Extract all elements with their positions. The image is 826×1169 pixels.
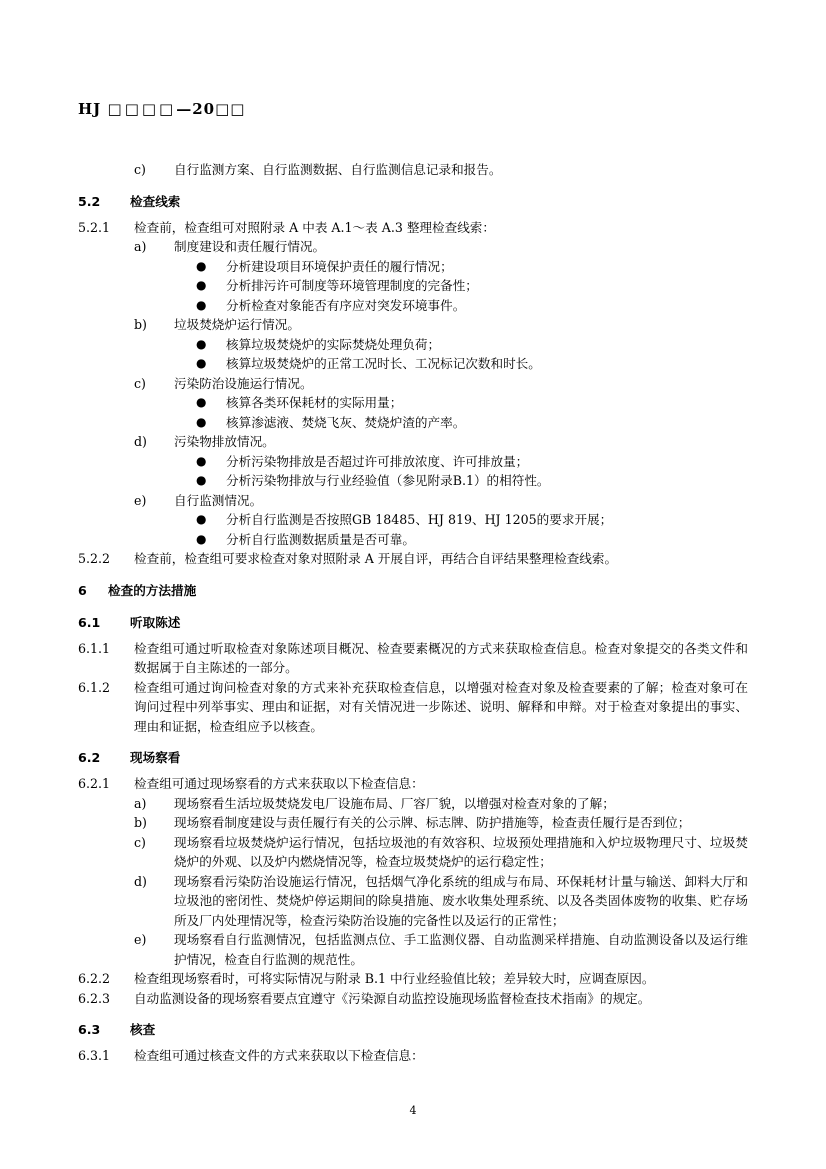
section-heading-5-2: [78, 192, 748, 212]
bullet-item: [196, 530, 748, 550]
bullet-item: [196, 276, 748, 296]
bullet-dot-icon: ●: [196, 512, 207, 526]
paragraph-label: 6.2.1: [78, 776, 111, 791]
section-heading-6-1: [78, 613, 748, 633]
list-item-text: 自行监测方案、自行监测数据、自行监测信息记录和报告。: [174, 162, 502, 177]
paragraph-text: 自动监测设备的现场察看要点宜遵守《污染源自动监控设施现场监督检查技术指南》的规定。: [134, 990, 651, 1006]
list-item-text: 污染防治设施运行情况。: [174, 375, 313, 391]
list-item-label: a): [134, 795, 147, 811]
paragraph-text: 检查组可通过核查文件的方式来获取以下检查信息：: [134, 1048, 424, 1063]
bullet-dot-icon: ●: [196, 453, 207, 468]
list-item-label: c): [134, 162, 146, 177]
list-item-text: 自行监测情况。: [174, 492, 263, 508]
paragraph-text: 检查前，检查组可对照附录 A 中表 A.1～表 A.3 整理检查线索：: [134, 219, 495, 235]
list-item-text: 垃圾焚烧炉运行情况。: [174, 317, 300, 332]
bullet-item: [196, 393, 748, 413]
bullet-item: [196, 257, 748, 277]
list-item-text: 现场察看制度建设与责任履行有关的公示牌、标志牌、防护措施等，检查责任履行是否到位；: [174, 815, 691, 830]
list-item-label: a): [134, 239, 147, 254]
bullet-item: [196, 354, 748, 374]
section-number: 6.1: [78, 614, 101, 630]
paragraph-6-2-2: [78, 969, 748, 989]
paragraph-6-3-1: [78, 1046, 748, 1066]
paragraph-label: 6.2.2: [78, 971, 111, 986]
list-item: [134, 872, 748, 931]
section-number: 5.2: [78, 193, 101, 209]
list-item: [134, 930, 748, 969]
list-item-text: 现场察看垃圾焚烧炉运行情况，包括垃圾池的有效容积、垃圾预处理措施和入炉垃圾物理尺寸、垃圾焚烧炉的外观、以及炉内燃烧情况等，检查垃圾焚烧炉的运行稳定性；: [174, 834, 748, 869]
paragraph-5-2-1: [78, 218, 748, 238]
list-item-label: c): [134, 834, 146, 850]
standard-prefix: HJ: [78, 100, 102, 118]
paragraph-6-1-1: [78, 639, 748, 678]
page-footer: [0, 1104, 826, 1117]
list-item-text: 现场察看污染防治设施运行情况，包括烟气净化系统的组成与布局、环保耗材计量与输送、卸料大厅和垃圾池的密闭性、焚烧炉停运期间的除臭措施、废水收集处理系统、以及各类固体废物的收集、贮存场所及厂内处理情况等，检查污染防治设施的完备性以及运行的正常性；: [174, 873, 748, 928]
bullet-text: 核算各类环保耗材的实际用量；: [226, 395, 403, 410]
section-number: 6.2: [78, 750, 101, 765]
list-item: [134, 160, 748, 180]
list-item: [134, 794, 748, 814]
page-number: 4: [409, 1104, 417, 1117]
list-item: [134, 374, 748, 394]
paragraph-label: 6.3.1: [78, 1048, 111, 1063]
bullet-dot-icon: ●: [196, 297, 207, 312]
paragraph-text: 检查组可通过现场察看的方式来获取以下检查信息：: [134, 776, 424, 791]
bullet-text: 核算渗滤液、焚烧飞灰、焚烧炉渣的产率。: [226, 414, 466, 430]
paragraph-6-2-1: [78, 774, 748, 794]
section-heading-6: [78, 581, 748, 601]
paragraph-text: 检查组可通过听取检查对象陈述项目概况、检查要素概况的方式来获取检查信息。检查对象提交的各类文件和数据属于自主陈述的一部分。: [134, 640, 748, 675]
section-heading-6-3: [78, 1020, 748, 1040]
bullet-text: 分析排污许可制度等环境管理制度的完备性；: [226, 278, 478, 293]
bullet-text: 分析建设项目环境保护责任的履行情况；: [226, 258, 453, 274]
paragraph-label: 5.2.1: [78, 219, 111, 235]
bullet-dot-icon: ●: [196, 356, 207, 370]
paragraph-label: 5.2.2: [78, 551, 111, 566]
list-item: [134, 813, 748, 833]
list-item-label: e): [134, 932, 147, 947]
list-item: [134, 315, 748, 335]
bullet-text: 分析自行监测数据质量是否可靠。: [226, 531, 415, 547]
bullet-dot-icon: ●: [196, 473, 207, 487]
paragraph-6-1-2: [78, 678, 748, 737]
section-number: 6: [78, 582, 87, 598]
bullet-text: 分析污染物排放是否超过许可排放浓度、许可排放量；: [226, 453, 529, 469]
list-item-label: e): [134, 492, 147, 508]
standard-year-placeholder: —20□□: [176, 100, 246, 118]
bullet-item: [196, 335, 748, 355]
bullet-item: [196, 471, 748, 491]
bullet-dot-icon: ●: [196, 258, 207, 273]
list-item-label: d): [134, 434, 147, 449]
bullet-text: 核算垃圾焚烧炉的实际焚烧处理负荷；: [226, 336, 441, 352]
list-item: [134, 432, 748, 452]
standard-number-placeholder: □□□□: [107, 100, 177, 118]
bullet-text: 分析自行监测是否按照GB 18485、HJ 819、HJ 1205的要求开展；: [226, 512, 613, 527]
list-item-label: c): [134, 375, 146, 391]
section-heading-6-2: [78, 748, 748, 768]
bullet-item: [196, 296, 748, 316]
bullet-dot-icon: ●: [196, 278, 207, 292]
bullet-dot-icon: ●: [196, 336, 207, 351]
section-title: 现场察看: [130, 750, 181, 765]
list-item: [134, 237, 748, 257]
section-title: 听取陈述: [130, 614, 181, 630]
bullet-item: [196, 413, 748, 433]
section-number: 6.3: [78, 1022, 101, 1037]
list-item-label: d): [134, 873, 147, 889]
paragraph-text: 检查前，检查组可要求检查对象对照附录 A 开展自评，再结合自评结果整理检查线索。: [134, 551, 618, 566]
paragraph-label: 6.2.3: [78, 990, 111, 1006]
list-item-text: 污染物排放情况。: [174, 434, 275, 449]
paragraph-label: 6.1.1: [78, 640, 111, 656]
list-item-label: b): [134, 815, 147, 830]
list-item: [134, 491, 748, 511]
bullet-item: [196, 510, 748, 530]
bullet-item: [196, 452, 748, 472]
bullet-text: 核算垃圾焚烧炉的正常工况时长、工况标记次数和时长。: [226, 356, 541, 371]
paragraph-text: 检查组现场察看时，可将实际情况与附录 B.1 中行业经验值比较；差异较大时，应调查原因。: [134, 971, 655, 986]
section-title: 检查线索: [130, 193, 181, 209]
list-item-text: 制度建设和责任履行情况。: [174, 239, 326, 254]
list-item-text: 现场察看自行监测情况，包括监测点位、手工监测仪器、自动监测采样措施、自动监测设备以及运行维护情况，检查自行监测的规范性。: [174, 932, 748, 967]
list-item-text: 现场察看生活垃圾焚烧发电厂设施布局、厂容厂貌，以增强对检查对象的了解；: [174, 795, 615, 811]
list-item: [134, 833, 748, 872]
paragraph-6-2-3: [78, 989, 748, 1009]
page-header: [78, 100, 748, 118]
bullet-text: 分析检查对象能否有序应对突发环境事件。: [226, 297, 466, 313]
bullet-dot-icon: ●: [196, 395, 207, 409]
bullet-dot-icon: ●: [196, 414, 207, 429]
paragraph-5-2-2: [78, 549, 748, 569]
section-title: 核查: [130, 1022, 156, 1037]
section-title: 检查的方法措施: [108, 582, 197, 598]
paragraph-label: 6.1.2: [78, 679, 111, 695]
list-item-label: b): [134, 317, 147, 332]
bullet-text: 分析污染物排放与行业经验值（参见附录B.1）的相符性。: [226, 473, 550, 488]
bullet-dot-icon: ●: [196, 531, 207, 546]
paragraph-text: 检查组可通过询问检查对象的方式来补充获取检查信息，以增强对检查对象及检查要素的了解；检查对象可在询问过程中列举事实、理由和证据，对有关情况进一步陈述、说明、解释和申辩。对于检查对象提出的事实、理由和证据，检查组应予以核查。: [134, 679, 748, 734]
